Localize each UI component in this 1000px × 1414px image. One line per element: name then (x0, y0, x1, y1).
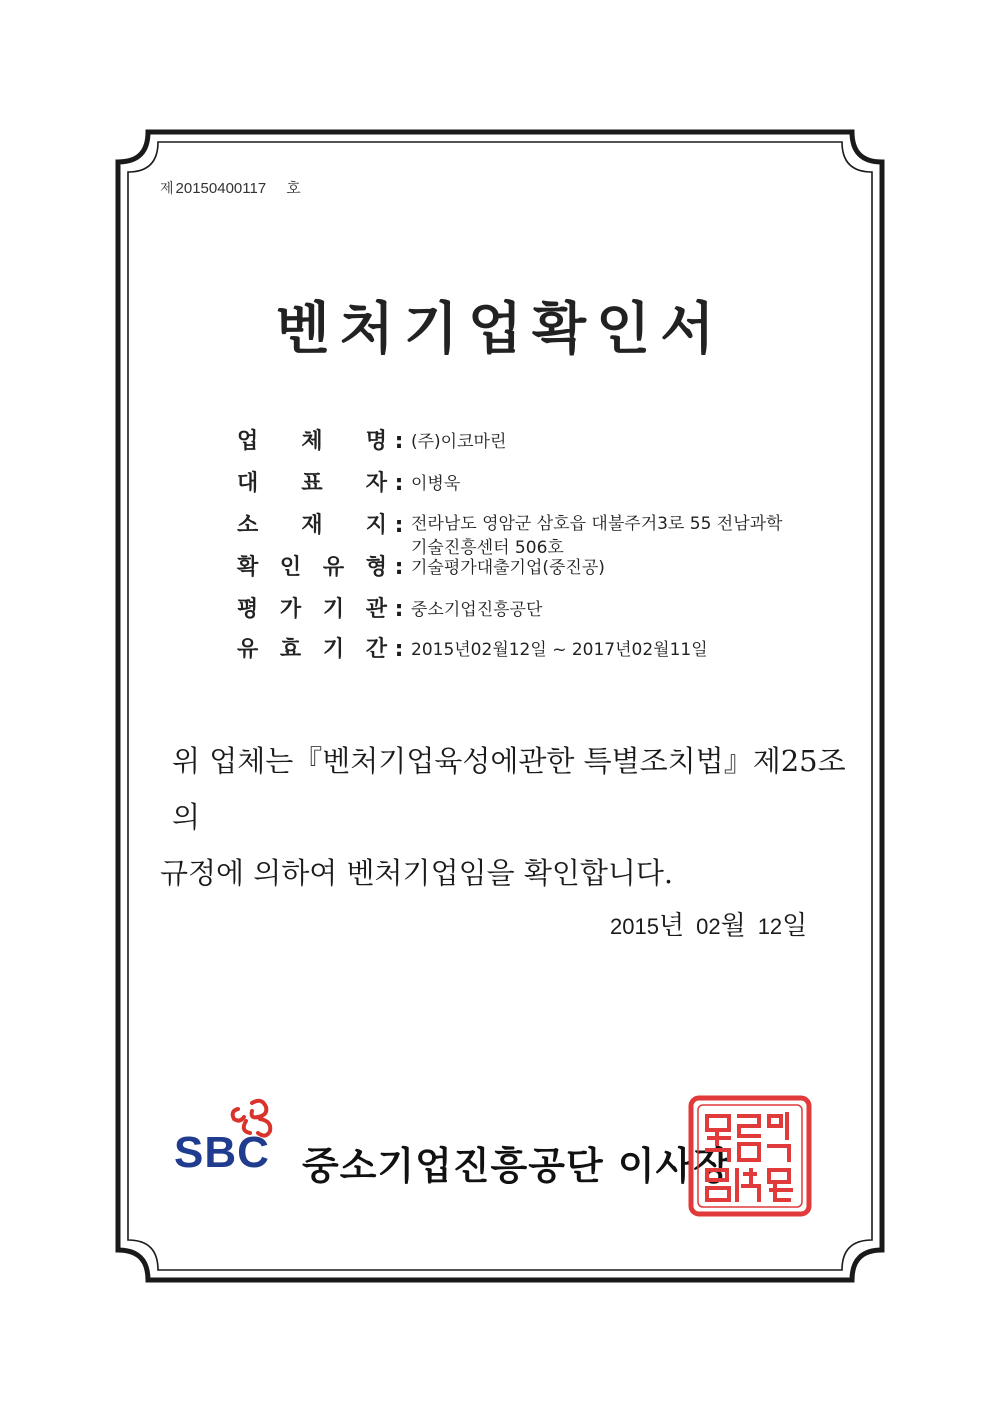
field-label-char: 인 (279, 555, 302, 580)
issuer-name: 중소기업진흥공단 이사장 (302, 1144, 732, 1188)
field-label-char: 평 (237, 597, 259, 622)
field-label-char: 표 (301, 471, 323, 496)
certificate-number-suffix: 호 (286, 179, 301, 197)
field-address (237, 512, 871, 560)
field-label-char: 유 (237, 637, 259, 662)
field-colon: : (394, 637, 404, 662)
document-title: 벤처기업확인서 (275, 296, 725, 362)
field-label-char: 확 (237, 555, 259, 580)
sbc-logo: SBC (174, 1128, 270, 1177)
field-label (237, 554, 387, 582)
address-line-1: 전라남도 영암군 삼호읍 대불주거3로 55 전남과학 (411, 514, 783, 534)
issue-year: 2015 (610, 914, 659, 939)
field-label (237, 428, 387, 456)
field-colon: : (394, 597, 404, 622)
field-label-char: 대 (237, 471, 259, 496)
field-value: 중소기업진흥공단 (411, 600, 543, 620)
confirmation-statement (160, 733, 860, 901)
field-label-char: 재 (301, 513, 323, 538)
field-label-char: 관 (365, 597, 387, 622)
certificate-number-value: 20150400117 (175, 180, 267, 197)
field-value: 기술평가대출기업(중진공) (411, 558, 605, 578)
field-colon: : (394, 513, 404, 538)
field-value (411, 512, 871, 560)
field-representative (237, 470, 871, 498)
field-label-char: 소 (237, 513, 259, 538)
field-label (237, 470, 387, 498)
statement-line-1: 위 업체는『벤처기업육성에관한 특별조치법』제25조의 (172, 744, 846, 834)
day-unit: 일 (782, 911, 808, 941)
certificate-number (160, 177, 301, 198)
official-seal-icon (687, 1094, 813, 1218)
field-validity-period (237, 636, 871, 664)
field-label-char: 가 (279, 597, 302, 622)
field-value: 2015년02월12일 ~ 2017년02월11일 (411, 640, 708, 660)
field-label-char: 형 (365, 555, 387, 580)
field-company-name (237, 428, 871, 456)
field-confirmation-type (237, 554, 871, 582)
field-label (237, 636, 387, 664)
field-label-char: 효 (279, 637, 302, 662)
month-unit: 월 (720, 911, 746, 941)
field-value: 이병욱 (411, 474, 461, 494)
field-label (237, 596, 387, 624)
issue-date (610, 905, 807, 942)
field-label-char: 기 (322, 637, 345, 662)
field-value: (주)이코마린 (411, 432, 507, 452)
field-label-char: 업 (237, 429, 259, 454)
field-label-char: 간 (365, 637, 387, 662)
field-label-char: 기 (322, 597, 345, 622)
year-unit: 년 (658, 911, 685, 941)
certificate-number-prefix: 제 (160, 181, 174, 197)
field-label-char: 체 (301, 429, 323, 454)
field-label-char: 자 (365, 471, 387, 496)
field-label-char: 명 (365, 429, 387, 454)
field-label-char: 유 (322, 555, 345, 580)
field-colon: : (394, 429, 404, 454)
field-colon: : (394, 555, 404, 580)
field-label (237, 512, 387, 560)
issue-month: 02 (696, 914, 721, 939)
field-label-char: 지 (365, 513, 387, 538)
address-line-2: 기술진흥센터 506호 (411, 538, 564, 558)
field-colon: : (394, 471, 404, 496)
issue-day: 12 (757, 914, 783, 939)
field-evaluation-agency (237, 596, 871, 624)
statement-line-2: 규정에 의하여 벤처기업임을 확인합니다. (160, 856, 674, 890)
